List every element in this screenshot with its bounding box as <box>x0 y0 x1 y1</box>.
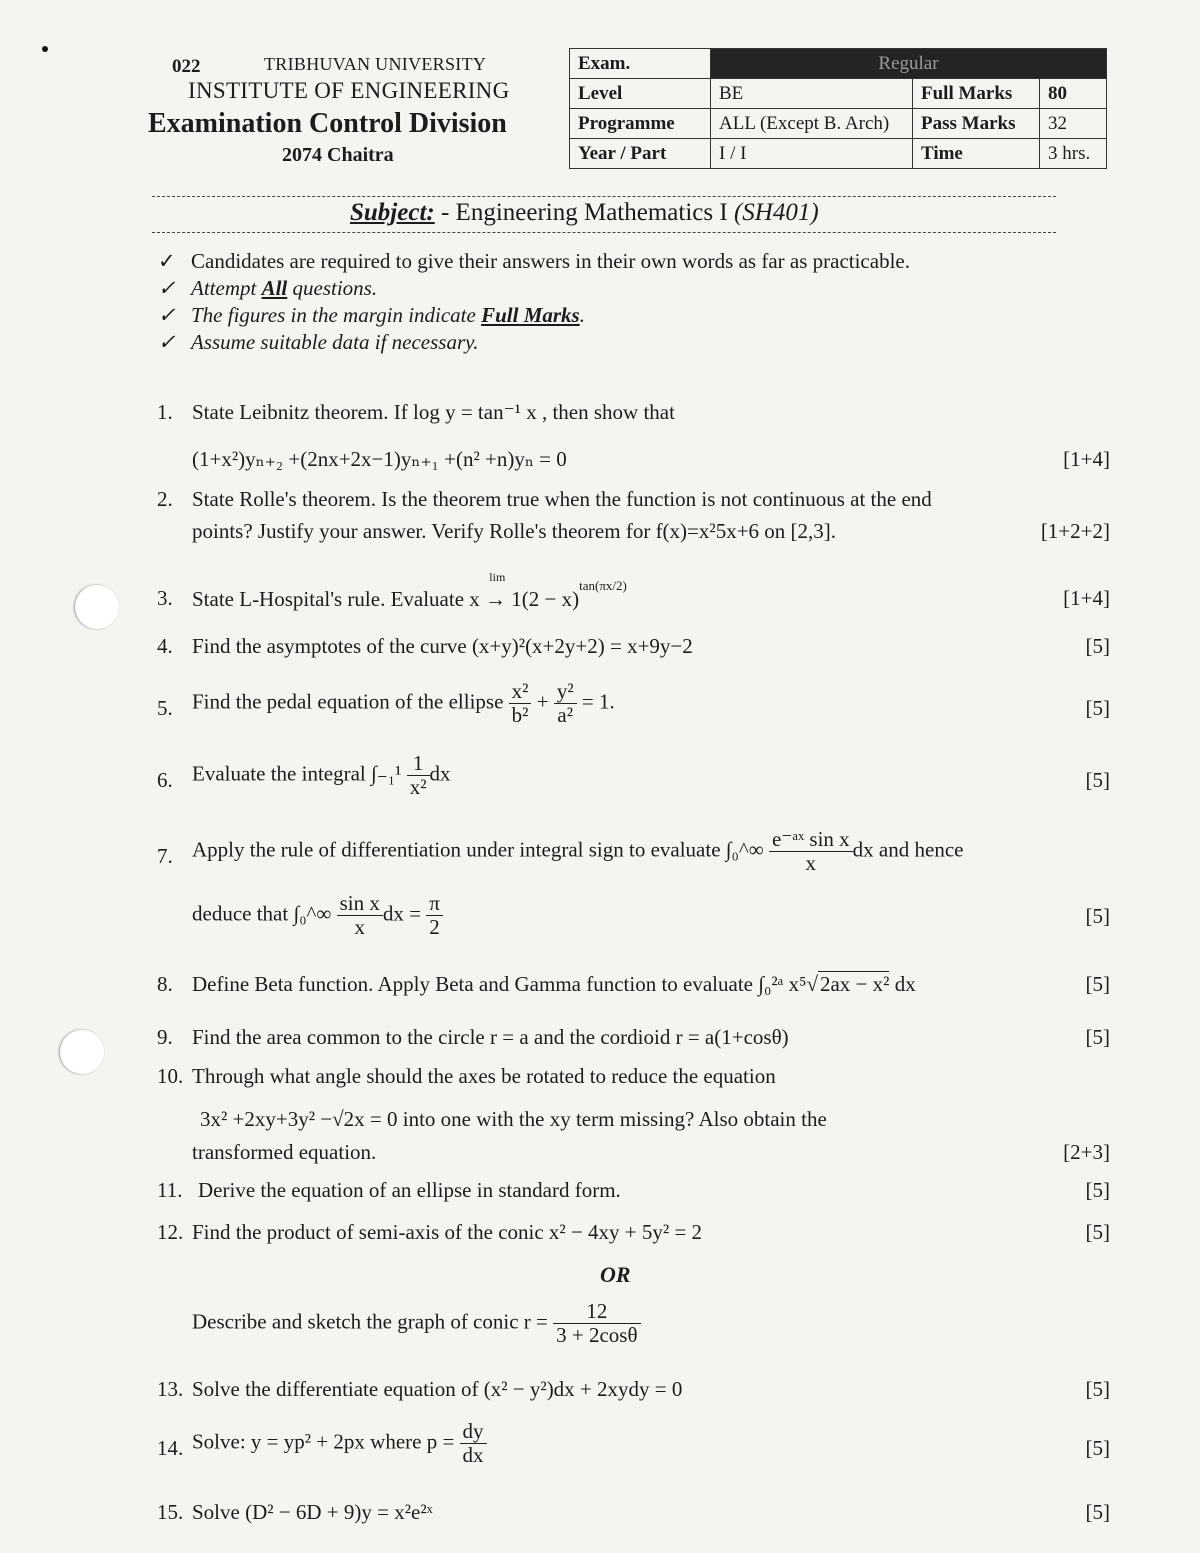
full-marks-value: 80 <box>1040 79 1107 109</box>
integral-sign: ∫₀^∞ <box>725 837 764 862</box>
instruction-item: ✓ The figures in the margin indicate Full Marks . <box>158 303 585 327</box>
programme-label: Programme <box>570 109 711 139</box>
question-text: Through what angle should the axes be rotated to reduce the equation <box>192 1064 776 1088</box>
fraction <box>553 1300 640 1347</box>
question-text-part: Define Beta function. Apply Beta and Gamma function to evaluate <box>192 972 753 996</box>
instruction-item <box>158 248 910 275</box>
exam-type: Regular <box>711 49 1107 79</box>
question-text-part: = 1. <box>581 689 615 714</box>
question-marks: [5] <box>1085 972 1110 996</box>
question-number: 15. <box>157 1500 184 1524</box>
pass-marks-label: Pass Marks <box>913 109 1040 139</box>
denominator: a² <box>557 703 574 728</box>
question-marks: [5] <box>1085 1377 1110 1401</box>
check-icon: ✓ <box>158 330 176 354</box>
question-number: 2. <box>157 487 173 511</box>
limit-label: lim <box>489 570 506 584</box>
instruction-text: Candidates are required to give their answers in their own words as far as practicable. <box>191 249 910 273</box>
exam-session: 2074 Chaitra <box>282 144 394 166</box>
integral-sign: ∫₋₁¹ <box>371 761 402 786</box>
or-separator: OR <box>600 1262 631 1287</box>
question-text: Derive the equation of an ellipse in standard form. <box>198 1178 621 1202</box>
numerator: 1 <box>407 752 430 776</box>
question-number: 5. <box>157 696 173 720</box>
fraction <box>407 752 430 799</box>
question-12-alternative <box>0 1300 1200 1360</box>
question-text: transformed equation. <box>192 1140 377 1164</box>
instruction-text: Attempt <box>191 276 257 300</box>
year-part-value: I / I <box>711 139 913 169</box>
question-number: 12. <box>157 1220 184 1244</box>
question-number: 11. <box>157 1178 183 1202</box>
question-text <box>192 752 451 799</box>
question-number: 7. <box>157 844 173 868</box>
question-marks: [5] <box>1085 904 1110 928</box>
question-marks: [5] <box>1085 696 1110 720</box>
question-14 <box>0 1420 1200 1480</box>
pass-marks-value: 32 <box>1040 109 1107 139</box>
numerator: e⁻ᵃˣ sin x <box>769 828 853 852</box>
radicand: 2ax − x² <box>819 972 890 996</box>
question-marks: [5] <box>1085 1436 1110 1460</box>
time-value: 3 hrs. <box>1040 139 1107 169</box>
level-value: BE <box>711 79 913 109</box>
question-number: 8. <box>157 972 173 996</box>
denominator: x <box>354 915 365 940</box>
denominator: x <box>805 851 817 876</box>
question-marks: [2+3] <box>1063 1140 1110 1164</box>
numerator: 12 <box>553 1300 640 1324</box>
integral-sign: ∫₀^∞ <box>293 901 332 926</box>
question-marks: [5] <box>1085 1178 1110 1202</box>
subject-line <box>350 199 819 227</box>
check-icon: ✓ <box>158 249 176 273</box>
question-6 <box>0 752 1200 812</box>
question-marks: [5] <box>1085 768 1110 792</box>
question-5 <box>0 680 1200 740</box>
question-text-part: dx = <box>382 901 421 926</box>
question-text: Solve (D² − 6D + 9)y = x²e²ˣ <box>192 1500 433 1524</box>
numerator: y² <box>554 680 577 704</box>
divider-bottom <box>152 232 1056 233</box>
time-label: Time <box>913 139 1040 169</box>
question-7-line2 <box>0 892 1200 952</box>
question-number: 10. <box>157 1064 184 1088</box>
year-part-label: Year / Part <box>570 139 711 169</box>
limit-base: x → 1(2 − x) <box>469 587 580 611</box>
fraction <box>769 828 853 875</box>
question-marks: [1+4] <box>1063 586 1110 610</box>
question-number: 3. <box>157 586 173 610</box>
question-text-part: Solve: y = yp² + 2px where p = <box>192 1429 455 1454</box>
full-marks-label: Full Marks <box>913 79 1040 109</box>
numerator: π <box>426 892 443 916</box>
instruction-text: Assume suitable data if necessary. <box>191 330 479 354</box>
question-text: 3x² +2xy+3y² −√2x = 0 into one with the xy term missing? Also obtain the <box>200 1107 827 1131</box>
fraction <box>460 1420 487 1467</box>
ink-dot <box>42 46 48 52</box>
subject-label: Subject: <box>350 199 435 226</box>
exam-label: Exam. <box>570 49 711 79</box>
denominator: dx <box>462 1443 484 1468</box>
question-marks: [5] <box>1085 1025 1110 1049</box>
question-number: 9. <box>157 1025 173 1049</box>
punch-hole-top <box>75 585 119 629</box>
exam-info-table <box>569 48 1107 169</box>
instruction-item <box>158 275 910 302</box>
question-text-part: Evaluate the integral <box>192 761 366 786</box>
differential: dx <box>429 761 451 786</box>
question-text-part: Describe and sketch the graph of conic r = <box>192 1309 548 1334</box>
question-text-part: deduce that <box>192 901 289 926</box>
equation: (1+x²)yₙ₊₂ +(2nx+2x−1)yₙ₊₁ +(n² +n)yₙ = 0 <box>192 447 567 471</box>
paper-code: 022 <box>172 56 201 77</box>
limit-exponent: tan(πx/2) <box>579 578 627 593</box>
question-marks: [5] <box>1085 634 1110 658</box>
question-marks: [1+4] <box>1063 447 1110 471</box>
instruction-emphasis: All <box>261 276 288 300</box>
instruction-text: questions. <box>292 276 378 300</box>
university-name: TRIBHUVAN UNIVERSITY <box>264 54 487 74</box>
denominator: b² <box>511 703 529 728</box>
question-number: 6. <box>157 768 173 792</box>
question-text <box>192 1300 641 1347</box>
question-text: Find the product of semi-axis of the conic x² − 4xy + 5y² = 2 <box>192 1220 703 1244</box>
question-text: State Leibnitz theorem. If log y = tan⁻¹ x , then show that <box>192 400 675 424</box>
instructions <box>158 248 910 356</box>
fraction <box>337 892 383 939</box>
question-text: Solve the differentiate equation of (x² − y²)dx + 2xydy = 0 <box>192 1377 683 1401</box>
question-marks: [5] <box>1085 1220 1110 1244</box>
question-number: 1. <box>157 400 173 424</box>
question-number: 4. <box>157 634 173 658</box>
denominator: x² <box>409 775 427 800</box>
level-label: Level <box>570 79 711 109</box>
programme-value: ALL (Except B. Arch) <box>711 109 913 139</box>
integral-sign: ∫₀²ᵃ <box>758 972 784 996</box>
divider-top <box>152 196 1056 197</box>
question-text: Find the pedal equation of the ellipse $\frac{\text{x²}}{\text{b²}}$ + $\frac{\text{y²}}{\text{a²}}$ = 1. <box>192 679 615 728</box>
question-7 <box>0 828 1200 888</box>
denominator: 3 + 2cosθ <box>556 1323 638 1348</box>
subject-name: - Engineering Mathematics I <box>440 199 728 226</box>
check-icon: ✓ <box>158 303 176 327</box>
check-icon: ✓ <box>158 276 176 300</box>
numerator: sin x <box>337 892 383 916</box>
fraction <box>554 680 577 727</box>
question-number: 13. <box>157 1377 184 1401</box>
numerator: x² <box>509 680 532 704</box>
instruction-emphasis: Full Marks <box>481 303 580 327</box>
division-name: Examination Control Division <box>148 108 507 139</box>
question-text: Find the asymptotes of the curve (x+y)²(x+2y+2) = x+9y−2 <box>192 634 693 658</box>
expression: x⁵ <box>788 972 807 996</box>
question-marks: [5] <box>1085 1500 1110 1524</box>
question-text: Find the area common to the circle r = a and the cordioid r = a(1+cosθ) <box>192 1025 789 1049</box>
question-text <box>192 828 963 875</box>
question-text-part: Apply the rule of differentiation under integral sign to evaluate <box>192 837 721 862</box>
question-text <box>192 892 443 939</box>
question-text-part: Find the pedal equation of the ellipse <box>192 689 504 714</box>
question-text <box>192 1420 487 1467</box>
numerator: dy <box>460 1420 487 1444</box>
fraction <box>509 680 532 727</box>
question-text: State Rolle's theorem. Is the theorem true when the function is not continuous at the end <box>192 487 932 511</box>
question-text-part: State L-Hospital's rule. Evaluate <box>192 587 465 611</box>
denominator: 2 <box>429 915 440 940</box>
question-text: points? Justify your answer. Verify Rolle's theorem for f(x)=x²5x+6 on [2,3]. <box>192 519 837 543</box>
question-marks: [1+2+2] <box>1040 519 1110 543</box>
fraction <box>426 892 443 939</box>
question-text: Define Beta function. Apply Beta and Gamma function to evaluate ∫₀²ᵃ x⁵√2ax − x² dx <box>192 972 916 996</box>
institute-name: INSTITUTE OF ENGINEERING <box>188 78 510 103</box>
instruction-text: The figures in the margin indicate <box>191 303 476 327</box>
subject-code: (SH401) <box>733 199 819 226</box>
question-text-part: dx and hence <box>852 837 964 862</box>
punch-hole-bottom <box>60 1030 104 1074</box>
differential: dx <box>894 972 916 996</box>
question-number: 14. <box>157 1436 184 1460</box>
instruction-item <box>158 329 910 356</box>
